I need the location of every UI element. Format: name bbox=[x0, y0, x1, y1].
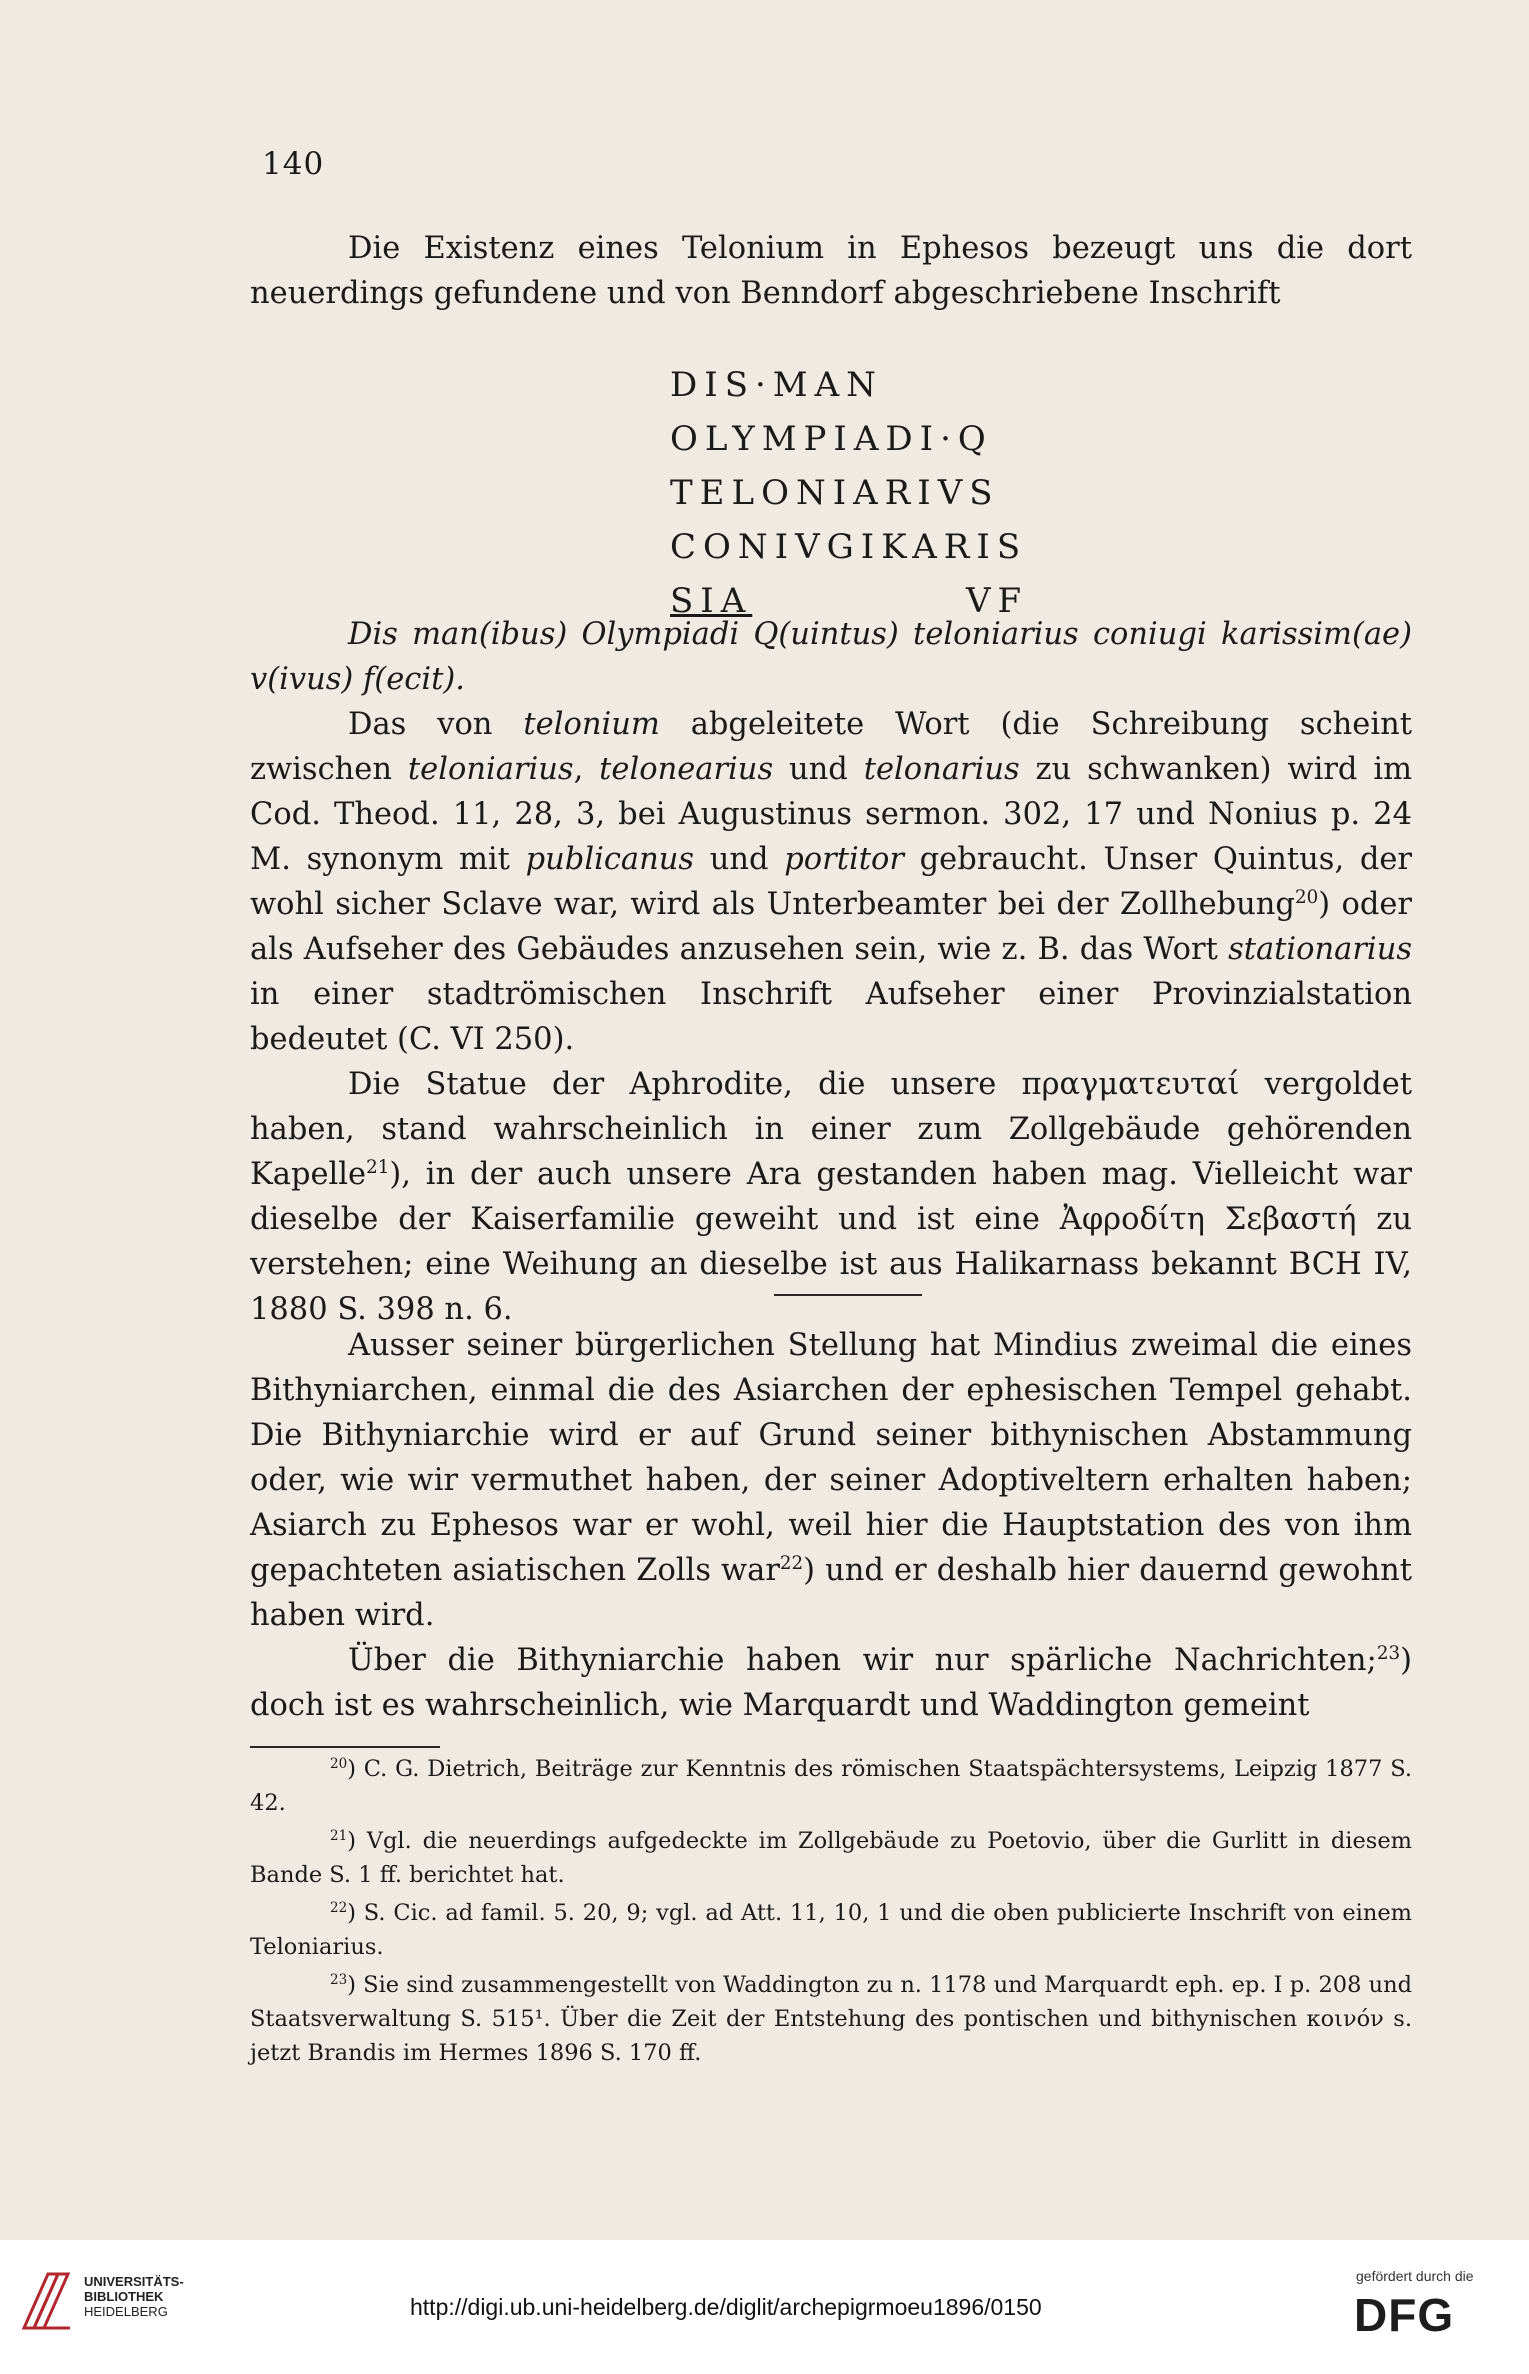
footnote-number: 23 bbox=[330, 1971, 348, 1988]
library-logo-icon bbox=[18, 2266, 76, 2336]
library-name bbox=[84, 2274, 184, 2319]
footnote-22 bbox=[250, 1896, 1412, 1964]
text-run: ) und er deshalb hier dauernd gewohnt haben wird. bbox=[250, 1553, 1412, 1633]
inscription-line-5-left: SIA bbox=[670, 581, 753, 621]
text-run: , bbox=[573, 752, 600, 787]
text-run: und bbox=[773, 752, 864, 787]
text-run: Über die Bithyniarchie haben wir nur spärliche Nachrichten; bbox=[348, 1643, 1377, 1678]
text-run: gebraucht. Unser Quintus, der wohl sicher Sclave war, wird als Unterbeamter bei der Zollhebung bbox=[250, 842, 1412, 922]
footnote-ref: 20 bbox=[1294, 887, 1319, 909]
italic-run: portitor bbox=[784, 842, 904, 877]
inscription-line-2: OLYMPIADI·Q bbox=[670, 419, 993, 459]
paragraph-intro bbox=[250, 226, 1412, 316]
footnote-number: 21 bbox=[330, 1827, 348, 1844]
footnotes bbox=[250, 1752, 1412, 2074]
footnote-ref: 21 bbox=[366, 1157, 390, 1179]
library-line-1: UNIVERSITÄTS- bbox=[84, 2274, 184, 2289]
intro-text: Die Existenz eines Telonium in Ephesos bezeugt uns die dort neuerdings gefundene und von Benndorf abgeschriebene Inschrift bbox=[250, 231, 1412, 311]
transcription-italic: Dis man(ibus) Olympiadi Q(uintus) teloniarius coniugi karissim(ae) v(ivus) f(ecit). bbox=[250, 617, 1412, 697]
text-run: zu schwanken) wird im Cod. Theod. 11, 28, 3, bei Augustinus sermon. 302, 17 und Nonius p. 24 M. synonym mit bbox=[250, 752, 1413, 877]
footnote-21 bbox=[250, 1824, 1412, 1892]
inscription-line-1: DIS·MAN bbox=[670, 365, 883, 405]
paragraph-transcription bbox=[250, 612, 1412, 1332]
text-run: Die Statue der Aphrodite, die unsere πραγματευταί vergoldet haben, stand wahrscheinlich in einer zum Zollgebäude gehörenden Kapelle bbox=[250, 1067, 1412, 1192]
paragraph-aphrodite bbox=[250, 1062, 1412, 1332]
text-run: ), in der auch unsere Ara gestanden haben mag. Vielleicht war dieselbe der Kaiserfamilie geweiht und ist eine Ἀφροδίτη Σεβαστή zu verstehen; eine Weihung an dieselbe ist aus Halikarnass bekannt BCH IV, 1880 S. 398 n. 6. bbox=[250, 1157, 1412, 1327]
footnote-text: ) C. G. Dietrich, Beiträge zur Kenntnis des römischen Staatspächtersystems, Leipzig 1877 S. 42. bbox=[250, 1756, 1412, 1816]
inscription-line-4: CONIVGIKARIS bbox=[670, 527, 1028, 567]
italic-run: teloniarius bbox=[407, 752, 574, 787]
footnote-number: 22 bbox=[330, 1899, 348, 1916]
italic-run: telonium bbox=[523, 707, 660, 742]
text-run: ) doch ist es wahrscheinlich, wie Marquardt und Waddington gemeint bbox=[250, 1643, 1412, 1723]
text-run: abgeleitete Wort (die Schreibung scheint zwischen bbox=[250, 707, 1412, 787]
footnote-ref: 22 bbox=[779, 1553, 804, 1575]
text-run: und bbox=[694, 842, 785, 877]
funding-note: gefördert durch die bbox=[1356, 2268, 1474, 2284]
library-line-2: BIBLIOTHEK bbox=[84, 2289, 164, 2304]
footnote-text: ) S. Cic. ad famil. 5. 20, 9; vgl. ad Att. 11, 10, 1 und die oben publicierte Inschrift von einem Teloniarius. bbox=[250, 1900, 1412, 1960]
footnote-divider bbox=[250, 1746, 440, 1748]
text-run: Ausser seiner bürgerlichen Stellung hat Mindius zweimal die eines Bithyniarchen, einmal die des Asiarchen der ephesischen Tempel gehabt. Die Bithyniarchie wird er auf Grund seiner bithynischen Abstammung oder, wie wir vermuthet haben, der seiner Adoptiveltern erhalten haben; Asiarch zu Ephesos war er wohl, weil hier die Hauptstation des von ihm gepachteten asiatischen Zolls war bbox=[250, 1328, 1412, 1588]
footnote-text: ) Sie sind zusammengestellt von Waddington zu n. 1178 und Marquardt eph. ep. I p. 208 und Staatsverwaltung S. 515¹. Über die Zeit der Entstehung des pontischen und bithynischen κοινόν s. jetzt Brandis im Hermes 1896 S. 170 ff. bbox=[250, 1972, 1412, 2066]
paragraph-bithyniarchie bbox=[250, 1638, 1412, 1728]
dfg-logo: DFG bbox=[1354, 2289, 1455, 2341]
footnote-text: ) Vgl. die neuerdings aufgedeckte im Zollgebäude zu Poetovio, über die Gurlitt in diesem Bande S. 1 ff. berichtet hat. bbox=[250, 1828, 1412, 1888]
text-run: Das von bbox=[348, 707, 524, 742]
footnote-ref: 23 bbox=[1376, 1643, 1401, 1665]
italic-run: stationarius bbox=[1228, 932, 1412, 967]
paragraph-block-lower bbox=[250, 1323, 1412, 1728]
footer-bar bbox=[0, 2240, 1529, 2374]
text-run: in einer stadtrömischen Inschrift Aufseher einer Provinzialstation bedeutet (C. VI 250). bbox=[250, 977, 1412, 1057]
inscription-line-5-right: VF bbox=[965, 581, 1029, 621]
section-divider bbox=[774, 1294, 922, 1296]
italic-run: telonearius bbox=[599, 752, 774, 787]
page-number: 140 bbox=[262, 146, 325, 182]
transcription-text bbox=[250, 612, 1412, 702]
paragraph-mindius bbox=[250, 1323, 1412, 1638]
footnote-number: 20 bbox=[330, 1755, 348, 1772]
inscription-block bbox=[670, 358, 1030, 628]
footnote-20 bbox=[250, 1752, 1412, 1820]
italic-run: publicanus bbox=[525, 842, 695, 877]
footnote-23 bbox=[250, 1968, 1412, 2070]
library-line-3: HEIDELBERG bbox=[84, 2304, 168, 2319]
italic-run: telonarius bbox=[863, 752, 1020, 787]
permalink-url[interactable]: http://digi.ub.uni-heidelberg.de/diglit/archepigrmoeu1896/0150 bbox=[410, 2294, 1042, 2320]
paragraph-telonium bbox=[250, 702, 1412, 1062]
text-run: ) oder als Aufseher des Gebäudes anzusehen sein, wie z. B. das Wort bbox=[250, 887, 1412, 967]
inscription-line-3: TELONIARIVS bbox=[670, 473, 1000, 513]
